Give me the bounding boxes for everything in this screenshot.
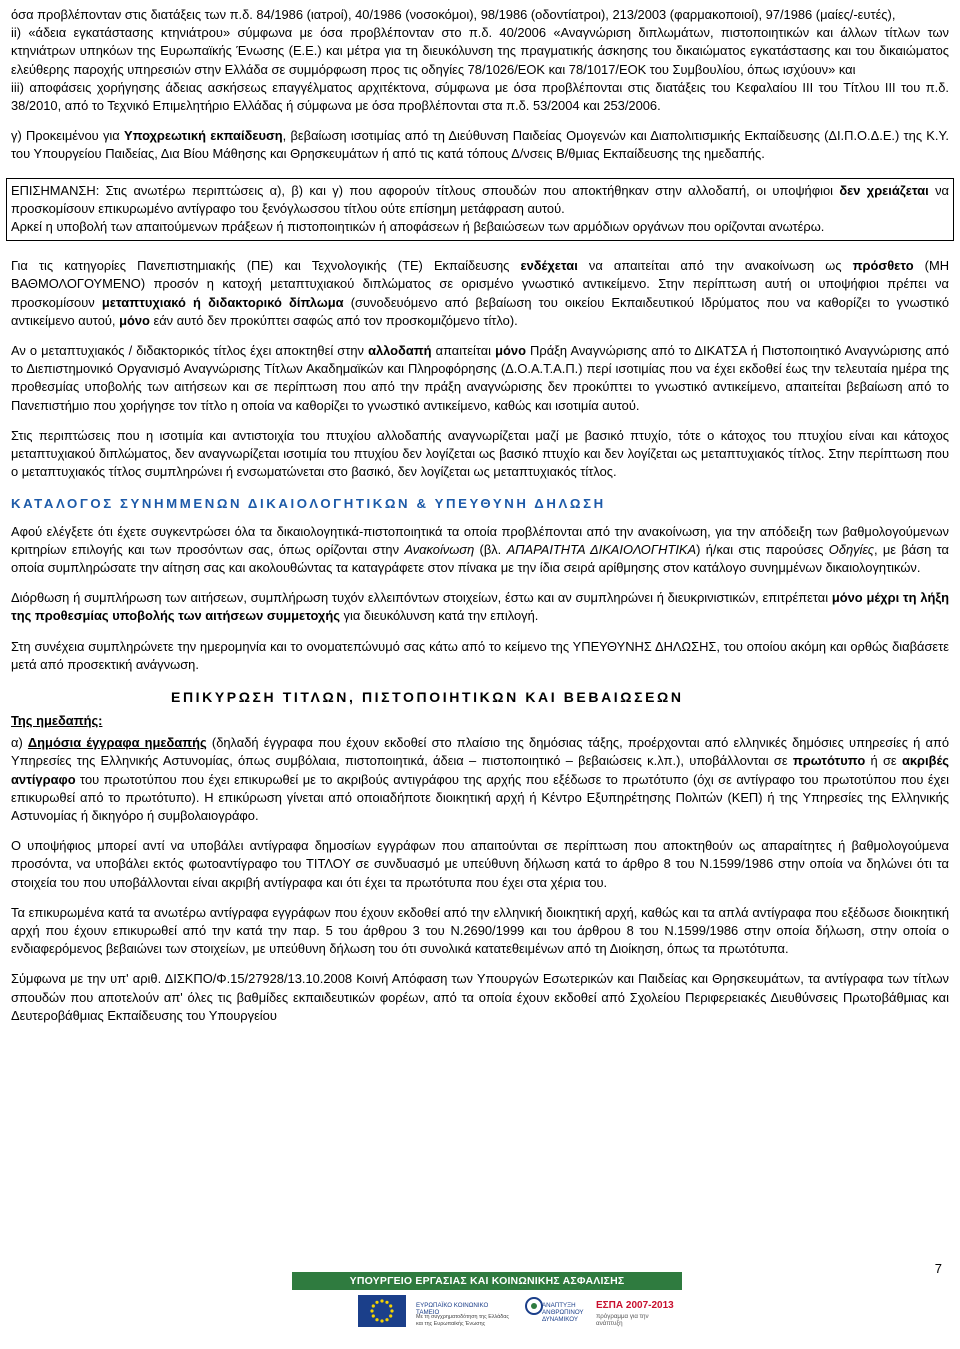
paragraph-compulsory-education: [11, 127, 949, 163]
text-run: του πρωτοτύπου που έχει επικυρωθεί με το ακριβούς αντιγράφου της αρχής που εξέδωσε το πρωτότυπο (όχι σε αντίγραφο του πρωτοτύπου που έχει επικυρωθεί από το πρωτότυπο). Η επικύρωση γίνεται από οποιαδήποτε διοικητική αρχή ή Κέντρο Εξυπηρέτησης Πολιτών (ΚΕΠ) ή της Υπηρεσίες της Ελληνικής Αστυνομίας ή δικηγόρο ή συμβολαιογράφο.: [11, 771, 949, 823]
text-run: Πράξη Αναγνώρισης από το ΔΙΚΑΤΣΑ ή Πιστοποιητικό Αναγνώρισης από το Διεπιστημονικό Οργανισμό Αναγνώρισης Τίτλων Ακαδημαϊκών και Πληροφόρησης (Δ.Ο.Α.Τ.Α.Π.) περί ισοτιμίας που να έχει εκδοθεί έως την τελευταία ημέρα της προθεσμίας υποβολής των αιτήσεων και σε περίπτωση που από την πράξη αναγνώρισης δεν προκύπτει το γνωστικό αντικείμενο, απαιτείται βεβαίωση από το Πανεπιστήμιο που χορήγησε τον τίτλο η οποία να καθορίζει το γνωστικό αντικείμενο, καθώς και ισοτιμία αυτού.: [11, 343, 949, 413]
text-run: να προσκομίσουν επικυρωμένο αντίγραφο του ξενόγλωσσου τίτλου ούτε επίσημη μετάφραση αυτού.: [11, 182, 949, 216]
text-run: εάν αυτό δεν προκύπτει σαφώς από τον προσκομιζόμενο τίτλο).: [149, 312, 518, 328]
paragraph-architect-license: [11, 79, 949, 115]
text-run: ενδέχεται: [520, 258, 578, 274]
text-run: γ) Προκειμένου για: [11, 128, 124, 144]
text-run: ΕΠΙΣΗΜΑΝΣΗ: Στις ανωτέρω περιπτώσεις α), β) και γ) που αφορούν τίτλους σπουδών που αποκτήθηκαν στην αλλοδαπή, οι υποψήφιοι: [11, 182, 840, 198]
text-run: Διόρθωση ή συμπλήρωση των αιτήσεων, συμπλήρωση τυχόν ελλειπόντων στοιχείων, έστω και αν συμπληρώνει ή διευκρινιστικών, επιτρέπεται: [11, 590, 832, 606]
text-run: να απαιτείται από την ανακοίνωση ως: [577, 258, 853, 274]
espa-logo: [592, 1294, 676, 1328]
notice-box: [6, 178, 954, 242]
paragraph-photocopy-option: [11, 837, 949, 892]
section-title-attachments: ΚΑΤΑΛΟΓΟΣ ΣΥΝΗΜΜΕΝΩΝ ΔΙΚΑΙΟΛΟΓΗΤΙΚΩΝ & ΥΠΕΥΘΥΝΗ ΔΗΛΩΣΗ: [11, 496, 606, 512]
text-run: Αν ο μεταπτυχιακός / διδακτορικός τίτλος έχει αποκτηθεί στην: [11, 343, 369, 359]
text-run: ii) «άδεια εγκατάστασης κτηνιάτρου» σύμφωνα με όσα προβλέπονταν στο π.δ. 40/2006 «Αναγνώριση διπλωμάτων, πιστοποιητικών και άλλων τίτλων των κτηνιάτρων υπηκόων της Ευρωπαϊκής Ένωσης (Ε.Ε.) και μέτρα για τη διευκόλυνση της πραγματικής άσκησης του δικαιώματος εγκατάστασης και του δικαιώματος ελεύθερης παροχής υπηρεσιών στην Ελλάδα σε συμμόρφωση προς τις οδηγίες 78/1026/ΕΟΚ και 78/1017/ΕΟΚ του Συμβουλίου, όπως ισχύουν» και: [11, 25, 949, 77]
text-run: Ο υποψήφιος μπορεί αντί να υποβάλει αντίγραφα δημοσίων εγγράφων που απαιτούνται σε περίπτωση που αποκτηθούν ως απαραίτητες ή βαθμολογούμενα προσόντα, να υποβάλει εκτός φωτοαντίγραφο του ΤΙΤΛΟΥ σε συνδυασμό με υπεύθυνη δήλωση κατά το άρθρο 8 του Ν.1599/1986 στην οποία να δηλώνει ότι τα στοιχεία του που υποβάλλονται είναι ακριβή αντίγραφα και ότι έχει τα πρωτότυπα που έχει στα χέρια του.: [11, 838, 949, 890]
paragraph-veterinary-license: [11, 24, 949, 79]
esf-logo-text: ΕΥΡΩΠΑΪΚΟ ΚΟΙΝΩΝΙΚΟ ΤΑΜΕΙΟ: [416, 1302, 489, 1316]
notice-text-2: [11, 218, 949, 236]
text-run: ακριβές αντίγραφο: [11, 753, 949, 787]
section-title-certification: ΕΠΙΚΥΡΩΣΗ ΤΙΤΛΩΝ, ΠΙΣΤΟΠΟΙΗΤΙΚΩΝ ΚΑΙ ΒΕΒΑΙΩΣΕΩΝ: [171, 689, 684, 706]
esf-logo: [414, 1294, 512, 1328]
text-run: (βλ.: [474, 541, 507, 557]
espa-logo-text: ΕΣΠΑ 2007-2013: [596, 1300, 674, 1311]
text-run: για διευκόλυνση κατά την επιλογή.: [339, 608, 539, 624]
text-run: ή σε: [865, 753, 902, 769]
paragraph-public-documents: [11, 734, 949, 825]
text-run: μεταπτυχιακό ή διδακτορικό δίπλωμα: [101, 294, 344, 310]
text-run: δεν χρειάζεται: [839, 182, 929, 198]
espa-tagline: πρόγραμμα για την ανάπτυξη: [596, 1313, 649, 1327]
text-run: μόνο: [495, 343, 526, 359]
paragraph-corrections: [11, 589, 949, 625]
text-run: Αρκεί η υποβολή των απαιτούμενων πράξεων ή πιστοποιητικών ή αποφάσεων ή βεβαιώσεων των αρμόδιων οργάνων που ορίζονται ανωτέρω.: [11, 219, 825, 235]
text-run: μόνο μέχρι τη λήξη της προθεσμίας υποβολής των αιτήσεων συμμετοχής: [11, 590, 950, 624]
footer-logos: [292, 1294, 682, 1330]
paragraph-attachments-check: [11, 523, 949, 578]
paragraph-continuation: [11, 6, 949, 24]
text-run: ΑΠΑΡΑΙΤΗΤΑ ΔΙΚΑΙΟΛΟΓΗΤΙΚΑ: [506, 541, 697, 557]
section-certification: [11, 686, 949, 729]
page-content: [11, 6, 949, 1025]
text-run: Αφού ελέγξετε ότι έχετε συγκεντρώσει όλα τα δικαιολογητικά-πιστοποιητικά τα οποία προβλέπονται από την ανακοίνωση, για την απόδειξη των βαθμολογούμενων κριτηρίων επιλογής και των προσόντων σας, όπως ορίζονται στην: [11, 523, 949, 557]
footer-banner: [292, 1272, 682, 1330]
text-run: Στη συνέχεια συμπληρώνετε την ημερομηνία και το ονοματεπώνυμό σας κάτω από το κείμενο της ΥΠΕΥΘΥΝΗΣ ΔΗΛΩΣΗΣ, του οποίου ακόμη και ορθώς διαβάσετε μετά από προσεκτική ανάγνωση.: [11, 638, 949, 672]
text-run: Δημόσια έγγραφα ημεδαπής: [27, 735, 207, 751]
text-run: Στις περιπτώσεις που η ισοτιμία και αντιστοιχία του πτυχίου αλλοδαπής αναγνωρίζεται μαζί με βασικό πτυχίο, τότε ο κάτοχος του πτυχίου είναι και κάτοχος μεταπτυχιακού διπλώματος, δεν αναγνωρίζεται ισοτιμία του πτυχίου δεν λογίζεται ως βασικό πτυχίο και δεν λογίζεται ως μεταπτυχιακός τίτλος. Στην περίπτωση που ο μεταπτυχιακός τίτλος συμπληρώνει ή ενσωματώνεται στο βασικό, δεν λογίζεται ως μεταπτυχιακός τίτλος.: [11, 427, 949, 480]
text-run: , με βάση τα οποία συμπληρώσατε την αίτηση σας και ακολουθώντας τα καταγράφετε στον πίνακα με την ίδια σειρά αρίθμησης στον κατάλογο συνημμένων δικαιολογητικών.: [11, 541, 950, 576]
domestic-label: Της ημεδαπής:: [11, 713, 103, 729]
text-run: πρωτότυπο: [792, 753, 866, 769]
text-run: απαιτείται: [431, 343, 496, 359]
text-run: α): [11, 735, 28, 751]
paragraph-ministerial-decision: [11, 970, 949, 1025]
page-number: 7: [934, 1261, 942, 1276]
text-run: μόνο: [119, 312, 150, 328]
paragraph-postgraduate-requirement: [11, 257, 949, 330]
text-run: Ανακοίνωση: [404, 541, 475, 557]
text-run: Σύμφωνα με την υπ' αριθ. ΔΙΣΚΠΟ/Φ.15/27928/13.10.2008 Κοινή Απόφαση των Υπουργών Εσωτερικών και Παιδείας και Θρησκευμάτων, τα αντίγραφα των τίτλων σπουδών που αποτελούν απ' όλες τις βαθμίδες εκπαιδευτικών φορέων, από τα οποία έχουν εκδοθεί από Σχολείου Περιφερειακές Διευθύνσεις Πρωτοβάθμιας και Δευτεροβάθμιας Εκπαίδευσης του Υπουργείου: [11, 971, 949, 1023]
text-run: Οδηγίες: [828, 541, 874, 557]
text-run: αλλοδαπή: [368, 343, 432, 359]
text-run: πρόσθετο: [852, 258, 914, 274]
text-run: Για τις κατηγορίες Πανεπιστημιακής (ΠΕ) και Τεχνολογικής (ΤΕ) Εκπαίδευσης: [11, 258, 521, 274]
text-run: Υποχρεωτική εκπαίδευση: [124, 128, 283, 144]
paragraph-declaration: [11, 638, 949, 674]
text-run: (δηλαδή έγγραφα που έχουν εκδοθεί στο πλαίσιο της δημόσιας τάξης, προέρχονται από ελληνικές δημόσιες υπηρεσίες ή από Υπηρεσίες της Ελληνικής Αστυνομίας, όπως συμβόλαια, πιστοποιητικά, άδεια – πιστοποιητικό – βεβαιώσεις κ.λπ.), υποβάλλονται σε: [11, 735, 950, 769]
paragraph-certified-copies: [11, 904, 949, 959]
ministry-banner: ΥΠΟΥΡΓΕΙΟ ΕΡΓΑΣΙΑΣ ΚΑΙ ΚΟΙΝΩΝΙΚΗΣ ΑΣΦΑΛΙΣΗΣ: [292, 1272, 682, 1290]
text-run: Τα επικυρωμένα κατά τα ανωτέρω αντίγραφα εγγράφων που έχουν εκδοθεί από την ελληνική διοικητική αρχή, καθώς και τα απλά αντίγραφα που εξέδωσε διοικητική αρχή που έχουν επικυρωθεί από την κατά την παρ. 5 του άρθρου 3 του Ν.2690/1999 και του άρθρου 8 του Ν.1599/1986 στην οποία δήλωση, στην οποία ο ενδιαφερόμενος βεβαιώνει των στοιχείων, με υπεύθυνη δήλωση του ότι συνολικά κατατεθειμένων από τη Διοίκηση, όπως τα πρωτότυπα.: [11, 904, 949, 957]
paragraph-equivalence: [11, 427, 949, 482]
text-run: ) ή/και στις παρούσες: [696, 541, 829, 557]
notice-text-1: [11, 182, 949, 218]
footer-caption: Με τη συγχρηματοδότηση της Ελλάδας και της Ευρωπαϊκής Ένωσης: [416, 1314, 509, 1327]
text-run: (συνοδευόμενο από βεβαίωση του οικείου Εκπαιδευτικού Ιδρύματος που να καθορίζει το γνωστικό αντικείμενο αυτού,: [11, 294, 950, 328]
text-run: όσα προβλέπονταν στις διατάξεις των π.δ. 84/1986 (ιατροί), 40/1986 (νοσοκόμοι), 98/1986 (οδοντίατροι), 213/2003 (φαρμακοποιοί), 97/1986 (μαίες/-ευτές),: [11, 7, 896, 22]
eu-flag-icon: [358, 1294, 406, 1328]
text-run: iii) αποφάσεις χορήγησης άδειας ασκήσεως επαγγέλματος αρχιτέκτονα, σύμφωνα με όσα προβλέπονται στις διατάξεις του Κεφαλαίου ΙΙΙ του Τίτλου ΙΙΙ του π.δ. 38/2010, από το Τεχνικό Επιμελητήριο Ελλάδας ή σύμφωνα με όσα προβλέπονται στα π.δ. 53/2004 και 253/2006.: [11, 79, 949, 114]
paragraph-foreign-postgraduate: [11, 342, 949, 415]
text-run: (ΜΗ ΒΑΘΜΟΛΟΓΟΥΜΕΝΟ) προσόν η κατοχή μεταπτυχιακού διπλώματος σε ορισμένο γνωστικό αντικείμενο. Στην περίπτωση αυτή οι υποψήφιοι πρέπει να προσκομίσουν: [11, 258, 950, 310]
op-logo-text: ΑΝΑΠΤΥΞΗ ΑΝΘΡΩΠΙΝΟΥ ΔΥΝΑΜΙΚΟΥ: [542, 1302, 584, 1323]
text-run: , βεβαίωση ισοτιμίας από τη Διεύθυνση Παιδείας Ομογενών και Διαπολιτισμικής Εκπαίδευσης (ΔΙ.Π.Ο.Δ.Ε.) της Κ.Υ. του Υπουργείου Παιδείας, Δια Βίου Μάθησης και Θρησκευμάτων ή από τις κατά τόπους Δ/νσεις Β/θμιας Εκπαίδευσης της ημεδαπής.: [11, 128, 949, 162]
